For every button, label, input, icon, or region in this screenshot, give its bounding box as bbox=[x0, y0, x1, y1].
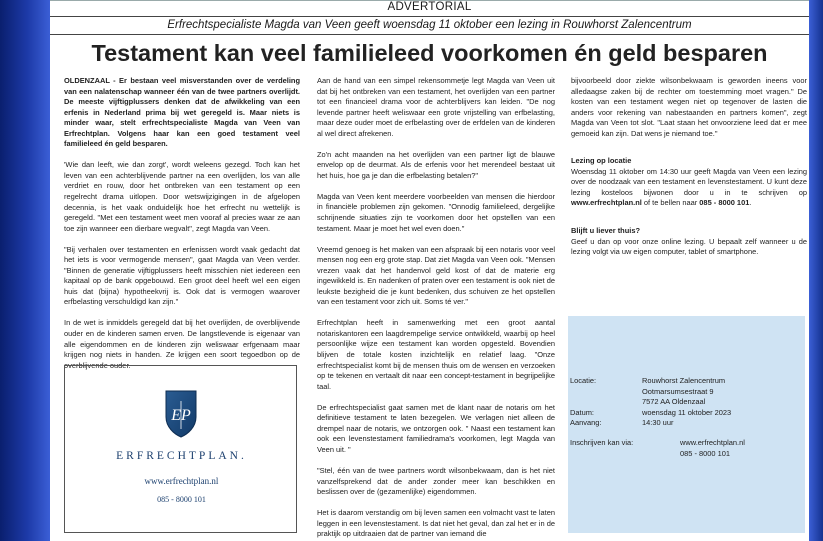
paragraph: Het is daarom verstandig om bij leven samen een volmacht vast te laten leggen in een levenstestament. Is dat niet het geval, dan zal het er in de praktijk op uitdraaien dat de partner van iemand die bbox=[317, 508, 555, 539]
inschrijven-url-link[interactable]: www.erfrechtplan.nl bbox=[680, 438, 745, 447]
paragraph: Magda van Veen kent meerdere voorbeelden van mensen die hierdoor in financiële problemen zijn gekomen. "Onnodig familieleed, dergelijke schrijnende situaties zijn te voorkomen door het opstellen van een testament. Maar je moet het wel even doen." bbox=[317, 191, 555, 233]
column-3 bbox=[571, 76, 807, 268]
locatie-label: Locatie: bbox=[570, 376, 597, 385]
paragraph: Aan de hand van een simpel rekensommetje legt Magda van Veen uit dat bij het ontbreken van een testament, het overlijden van een partner tot een financieel drama voor de achterblijvers kan leiden. "De nog levende partner heeft weliswaar een grote vrijstelling van erfbelasting, maar deze ouder moet de erfbelasting over de erfdelen van de kinderen al wel direct afrekenen. bbox=[317, 76, 555, 138]
paragraph: De erfrechtspecialist gaat samen met de klant naar de notaris om het definitieve testament te laten bezegelen. We verlagen niet alleen de drempel naar de notaris, we ontzorgen ook. " Naast een testament kan ook een levenstestament familiedrama's voorkomen, legt Magda van Veen uit. " bbox=[317, 402, 555, 454]
aanvang-label: Aanvang: bbox=[570, 418, 602, 427]
paragraph: "Bij verhalen over testamenten en erfenissen wordt vaak gedacht dat het iets is voor vermogende mensen", gaat Magda van Veen verder. "Binnen de generatie vijftigplussers heeft misschien niet iedereen een kapitaal op de bank opgebouwd. Een groot deel heeft wel een eigen huis dat (bijna) hypotheekvrij is. Ook dat is vermogen waarover erfbelasting verschuldigd kan zijn." bbox=[64, 244, 300, 307]
headline: Testament kan veel familieleed voorkomen én geld besparen bbox=[91, 40, 768, 66]
text: of te bellen naar bbox=[641, 198, 700, 208]
paragraph: "Stel, één van de twee partners wordt wilsonbekwaam, dan is het niet vanzelfsprekend dat de ander zonder meer kan beschikken en beslissen over de (gezamenlijke) eigendommen. bbox=[317, 465, 555, 497]
erfrechtplan-logo-box bbox=[64, 365, 297, 533]
lezing-url-link[interactable]: www.erfrechtplan.nl bbox=[571, 198, 642, 208]
paragraph: Zo'n acht maanden na het overlijden van een partner ligt de blauwe envelop op de deurmat. Als de erfenis voor het merendeel bestaat uit het huis, hoe ga je dan die erfbelasting betalen?" bbox=[317, 149, 555, 180]
paragraph: 'Wie dan leeft, wie dan zorgt', wordt weleens gezegd. Toch kan het leven van een achterblijvende partner na een overlijden, los van alle verdriet en rouw, door het ontbreken van een testament op een regelrecht drama uitlopen. Door wetswijzigingen in de afgelopen decennia, is het vaak onduidelijk hoe het erfrecht nu wettelijk is geregeld. "Met een testament weet men vooraf al precies waar ze aan toe zijn wanneer een dierbare wegvalt", zegt Magda van Veen. bbox=[64, 160, 300, 233]
brand-url: www.erfrechtplan.nl bbox=[144, 476, 219, 486]
locatie-line1: Rouwhorst Zalencentrum bbox=[642, 376, 726, 385]
lezing-phone: 085 - 8000 101 bbox=[699, 198, 750, 208]
subheading-thuis: Blijft u liever thuis? bbox=[571, 226, 641, 236]
text: . bbox=[749, 198, 752, 208]
left-blue-bar bbox=[0, 0, 50, 541]
logo-monogram: EP bbox=[171, 407, 191, 424]
brand-phone: 085 - 8000 101 bbox=[157, 495, 206, 504]
paragraph-lezing bbox=[571, 167, 807, 209]
lead-paragraph: OLDENZAAL - Er bestaan veel misverstanden over de verdeling van een nalatenschap wanneer één van de twee partners overlijdt. De meeste vijftigplussers denken dat de afwikkeling van een erfenis in Nederland prima bij wet geregeld is. Maar niets is minder waar, stelt erfrechtspecialiste Magda van Veen van Erfrechtplan. Volgens haar kan een goed testament veel familieleed én geld besparen. bbox=[64, 76, 300, 149]
right-blue-bar bbox=[809, 0, 823, 541]
paragraph: In de wet is inmiddels geregeld dat bij het overlijden, de overblijvende ouder en de kinderen samen erven. De langstlevende is eigenaar van alle eigendommen en de kinderen zijn weliswaar erfgenaam maar krijgen nog niets in handen. Ze krijgen een soort tegoedbon op de overblijvende ouder. bbox=[64, 318, 300, 370]
subtitle: Erfrechtspecialiste Magda van Veen geeft woensdag 11 oktober een lezing in Rouwhorst Zalencentrum bbox=[50, 19, 809, 35]
datum-value: woensdag 11 oktober 2023 bbox=[642, 407, 732, 417]
aanvang-value: 14:30 uur bbox=[642, 418, 674, 427]
paragraph: Erfrechtplan heeft in samenwerking met een groot aantal notariskantoren een laagdrempelige service ontwikkeld, waarbij op heel persoonlijke wijze een testament kan worden opgesteld. Bovendien blijven de totale kosten inzichtelijk en relatief laag. "Onze erfrechtspecialist komt bij de mensen thuis om de wensen en verzoeken op te tekenen en vertaalt dit naar een concept-testament in begrijpelijke taal. bbox=[317, 318, 555, 391]
locatie-line3: 7572 AA Oldenzaal bbox=[642, 397, 706, 406]
text: Woensdag 11 oktober om 14:30 uur geeft Magda van Veen een lezing over de noodzaak van een testament en levenstestament. U kunt deze lezing kosteloos bijwonen door u in te schrijven op bbox=[571, 166, 807, 197]
column-1 bbox=[64, 76, 300, 382]
datum-label: Datum: bbox=[570, 407, 594, 417]
shield-logo-icon bbox=[164, 389, 198, 439]
paragraph-thuis: Geef u dan op voor onze online lezing. U bepaalt zelf wanneer u de lezing volgt via uw eigen computer, tablet of smartphone. bbox=[571, 236, 807, 257]
locatie-line2: Ootmarsumsestraat 9 bbox=[642, 386, 714, 396]
paragraph: Vreemd genoeg is het maken van een afspraak bij een notaris voor veel mensen nog een erg grote stap. Dat ziet Magda van Veen ook. "Mensen vrezen vaak dat het handenvol geld kost of dat de materie erg ingewikkeld is. En nadenken of praten over een testament is ook niet de leukste bezigheid die je kunt bedenken, dus schuiven ze het opstellen van een testament voor zich uit. Soms té ver." bbox=[317, 244, 555, 307]
column-2 bbox=[317, 76, 555, 541]
paragraph: bijvoorbeeld door ziekte wilsonbekwaam is geworden ineens voor alledaagse zaken bij de rechter om toestemming moet vragen." De kosten van een testament wegen niet op tegenover de lasten die anders voor rekening van nabestaanden en partners komen", zegt Magda van Veen tot slot. "Laat staan het onvoorziene leed dat er mee gemoeid kan zijn. Dat wens je niemand toe." bbox=[571, 76, 807, 138]
inschrijven-phone: 085 - 8000 101 bbox=[680, 448, 731, 458]
advertorial-banner: ADVERTORIAL bbox=[50, 1, 809, 17]
inschrijven-label: Inschrijven kan via: bbox=[570, 438, 634, 447]
event-info-box bbox=[568, 316, 805, 533]
brand-name: ERFRECHTPLAN. bbox=[116, 450, 247, 462]
subheading-lezing: Lezing op locatie bbox=[571, 156, 632, 166]
